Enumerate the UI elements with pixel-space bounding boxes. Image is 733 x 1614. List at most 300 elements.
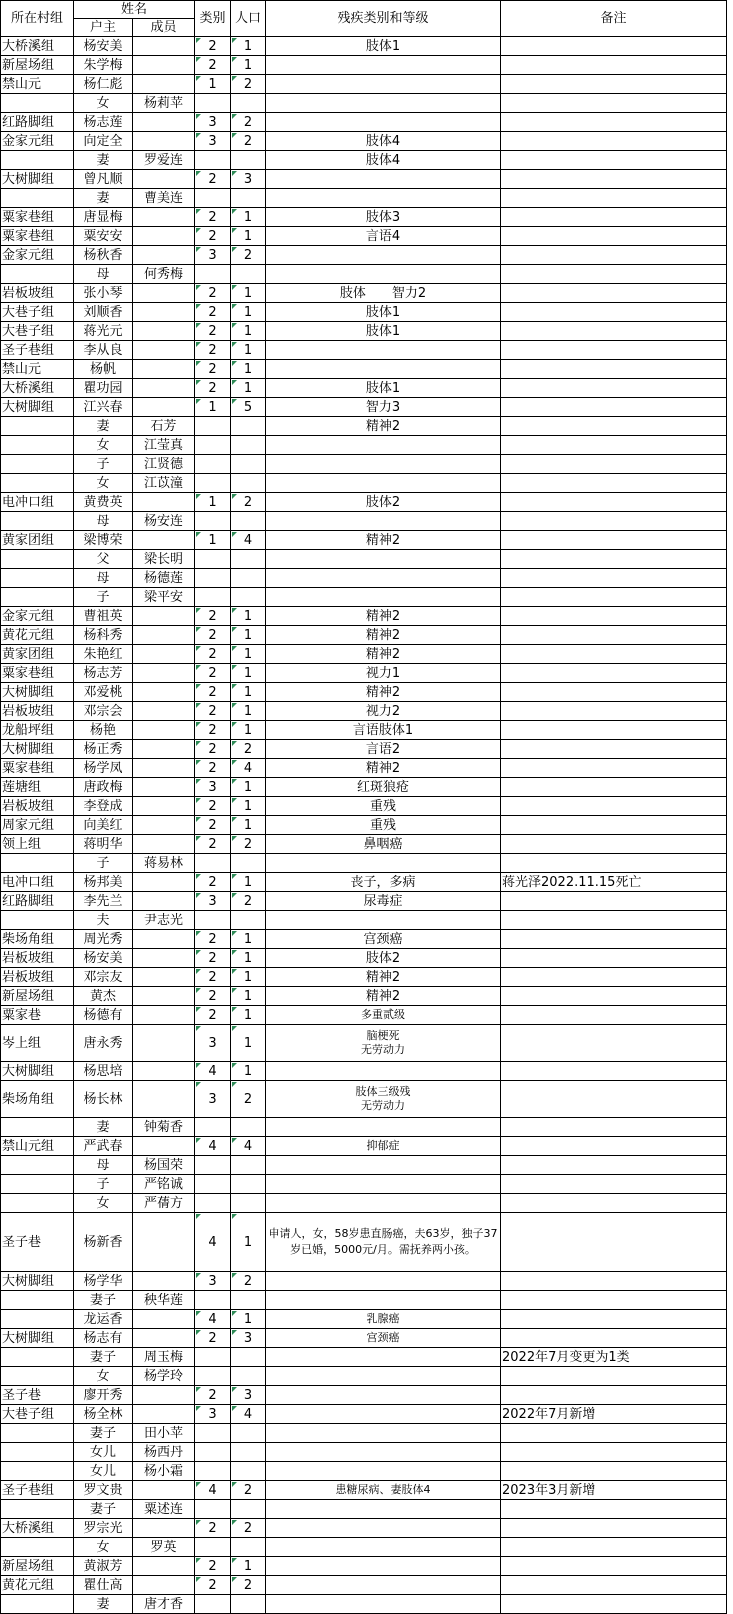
remark-cell <box>501 132 727 151</box>
head-cell: 妻 <box>74 151 133 170</box>
village-cell <box>1 1194 74 1213</box>
village-cell: 岑上组 <box>1 1025 74 1062</box>
type-cell <box>195 1175 231 1194</box>
head-cell: 黄淑芳 <box>74 1557 133 1576</box>
head-cell: 唐政梅 <box>74 778 133 797</box>
disability-cell <box>266 854 501 873</box>
member-cell <box>133 1405 195 1424</box>
population-cell: 2 <box>231 113 266 132</box>
population-cell <box>231 588 266 607</box>
table-row <box>1 531 727 550</box>
population-cell <box>231 189 266 208</box>
village-cell: 大巷子组 <box>1 1405 74 1424</box>
table-row <box>1 740 727 759</box>
table-row <box>1 1329 727 1348</box>
table-row <box>1 56 727 75</box>
remark-cell <box>501 75 727 94</box>
remark-cell <box>501 56 727 75</box>
remark-cell <box>501 683 727 702</box>
member-cell <box>133 607 195 626</box>
type-cell: 2 <box>195 645 231 664</box>
disability-cell <box>266 1576 501 1595</box>
type-cell: 2 <box>195 702 231 721</box>
population-cell: 1 <box>231 322 266 341</box>
village-cell: 黄花元组 <box>1 626 74 645</box>
village-cell: 电冲口组 <box>1 493 74 512</box>
head-cell: 唐永秀 <box>74 1025 133 1062</box>
head-cell: 张小琴 <box>74 284 133 303</box>
village-cell: 大树脚组 <box>1 1329 74 1348</box>
village-cell: 新屋场组 <box>1 987 74 1006</box>
village-cell: 粟家巷组 <box>1 664 74 683</box>
village-cell: 柴场角组 <box>1 1081 74 1118</box>
village-cell: 圣子巷 <box>1 1386 74 1405</box>
village-cell: 红路脚组 <box>1 892 74 911</box>
disability-cell <box>266 265 501 284</box>
table-row <box>1 702 727 721</box>
village-cell <box>1 1175 74 1194</box>
table-row <box>1 1595 727 1614</box>
population-cell: 1 <box>231 702 266 721</box>
remark-cell <box>501 645 727 664</box>
header-type: 类别 <box>195 1 231 37</box>
village-cell <box>1 569 74 588</box>
disability-cell <box>266 1595 501 1614</box>
disability-cell: 肢体1 <box>266 37 501 56</box>
disability-cell <box>266 1291 501 1310</box>
remark-cell <box>501 455 727 474</box>
head-cell: 杨安美 <box>74 949 133 968</box>
population-cell: 1 <box>231 1062 266 1081</box>
member-cell <box>133 246 195 265</box>
remark-cell <box>501 151 727 170</box>
disability-cell: 精神2 <box>266 607 501 626</box>
member-cell <box>133 645 195 664</box>
table-row <box>1 949 727 968</box>
table-row <box>1 265 727 284</box>
village-cell <box>1 588 74 607</box>
disability-cell <box>266 1386 501 1405</box>
type-cell <box>195 417 231 436</box>
table-row <box>1 987 727 1006</box>
village-cell: 红路脚组 <box>1 113 74 132</box>
member-cell: 杨小霜 <box>133 1462 195 1481</box>
head-cell: 黄费英 <box>74 493 133 512</box>
disability-cell: 肢体三级残 无劳动力 <box>266 1081 501 1118</box>
head-cell: 女 <box>74 94 133 113</box>
village-cell: 大树脚组 <box>1 398 74 417</box>
table-row <box>1 1519 727 1538</box>
member-cell <box>133 778 195 797</box>
remark-cell <box>501 626 727 645</box>
population-cell: 1 <box>231 208 266 227</box>
population-cell: 1 <box>231 626 266 645</box>
disability-cell: 肢体4 <box>266 132 501 151</box>
remark-cell <box>501 246 727 265</box>
type-cell: 2 <box>195 1006 231 1025</box>
type-cell: 2 <box>195 37 231 56</box>
disability-cell: 言语4 <box>266 227 501 246</box>
village-cell: 新屋场组 <box>1 56 74 75</box>
head-cell: 李登成 <box>74 797 133 816</box>
disability-cell <box>266 113 501 132</box>
remark-cell <box>501 1194 727 1213</box>
head-cell: 夫 <box>74 911 133 930</box>
member-cell <box>133 1137 195 1156</box>
village-cell: 圣子巷组 <box>1 1481 74 1500</box>
disability-cell <box>266 1272 501 1291</box>
remark-cell: 2022年7月新增 <box>501 1405 727 1424</box>
table-row <box>1 569 727 588</box>
population-cell: 3 <box>231 1329 266 1348</box>
type-cell: 4 <box>195 1137 231 1156</box>
member-cell <box>133 284 195 303</box>
population-cell <box>231 911 266 930</box>
disability-cell: 精神2 <box>266 626 501 645</box>
disability-cell <box>266 1424 501 1443</box>
member-cell <box>133 1329 195 1348</box>
type-cell <box>195 550 231 569</box>
member-cell <box>133 227 195 246</box>
member-cell <box>133 1006 195 1025</box>
remark-cell <box>501 911 727 930</box>
disability-cell: 肢体1 <box>266 322 501 341</box>
population-cell: 1 <box>231 1006 266 1025</box>
member-cell <box>133 702 195 721</box>
disability-cell <box>266 911 501 930</box>
disability-cell: 智力3 <box>266 398 501 417</box>
head-cell: 母 <box>74 569 133 588</box>
village-cell: 黄花元组 <box>1 1576 74 1595</box>
disability-cell: 肢体2 <box>266 493 501 512</box>
population-cell: 1 <box>231 379 266 398</box>
disability-cell: 精神2 <box>266 987 501 1006</box>
remark-cell <box>501 987 727 1006</box>
type-cell: 2 <box>195 56 231 75</box>
head-cell: 女 <box>74 436 133 455</box>
remark-cell <box>501 1519 727 1538</box>
type-cell <box>195 1348 231 1367</box>
type-cell <box>195 265 231 284</box>
remark-cell <box>501 1595 727 1614</box>
remark-cell <box>501 664 727 683</box>
village-cell: 黄家团组 <box>1 645 74 664</box>
table-row <box>1 170 727 189</box>
disability-cell: 精神2 <box>266 417 501 436</box>
remark-cell <box>501 322 727 341</box>
village-cell: 领上组 <box>1 835 74 854</box>
member-cell <box>133 683 195 702</box>
village-cell: 大树脚组 <box>1 1272 74 1291</box>
remark-cell <box>501 303 727 322</box>
population-cell: 1 <box>231 37 266 56</box>
member-cell: 江苡潼 <box>133 474 195 493</box>
village-cell: 岩板坡组 <box>1 702 74 721</box>
head-cell: 向定全 <box>74 132 133 151</box>
population-cell <box>231 1118 266 1137</box>
table-row <box>1 189 727 208</box>
member-cell: 杨西丹 <box>133 1443 195 1462</box>
member-cell <box>133 873 195 892</box>
disability-cell: 肢体3 <box>266 208 501 227</box>
table-row <box>1 303 727 322</box>
table-row <box>1 132 727 151</box>
population-cell: 1 <box>231 930 266 949</box>
disability-cell <box>266 1519 501 1538</box>
population-cell <box>231 550 266 569</box>
type-cell: 2 <box>195 360 231 379</box>
head-cell: 瞿功园 <box>74 379 133 398</box>
village-cell: 大树脚组 <box>1 740 74 759</box>
member-cell <box>133 1386 195 1405</box>
village-cell: 粟家巷组 <box>1 208 74 227</box>
village-cell <box>1 512 74 531</box>
table-row <box>1 835 727 854</box>
member-cell <box>133 987 195 1006</box>
head-cell: 杨秋香 <box>74 246 133 265</box>
population-cell <box>231 455 266 474</box>
table-row <box>1 892 727 911</box>
type-cell: 3 <box>195 246 231 265</box>
village-cell: 岩板坡组 <box>1 949 74 968</box>
header-member: 成员 <box>133 19 195 37</box>
disability-cell <box>266 1500 501 1519</box>
remark-cell <box>501 1213 727 1272</box>
disability-cell <box>266 1557 501 1576</box>
remark-cell <box>501 1062 727 1081</box>
table-row <box>1 664 727 683</box>
population-cell: 1 <box>231 227 266 246</box>
member-cell <box>133 1081 195 1118</box>
table-row <box>1 588 727 607</box>
member-cell <box>133 1062 195 1081</box>
village-cell <box>1 1595 74 1614</box>
table-row <box>1 512 727 531</box>
type-cell <box>195 1500 231 1519</box>
disability-cell <box>266 1538 501 1557</box>
remark-cell <box>501 113 727 132</box>
remark-cell <box>501 360 727 379</box>
population-cell: 2 <box>231 1481 266 1500</box>
head-cell: 妻 <box>74 189 133 208</box>
population-cell: 2 <box>231 493 266 512</box>
header-disability: 残疾类别和等级 <box>266 1 501 37</box>
population-cell: 4 <box>231 759 266 778</box>
village-cell <box>1 1118 74 1137</box>
remark-cell <box>501 1156 727 1175</box>
head-cell: 邓宗会 <box>74 702 133 721</box>
remark-cell <box>501 94 727 113</box>
remark-cell <box>501 1272 727 1291</box>
remark-cell <box>501 1006 727 1025</box>
remark-cell <box>501 892 727 911</box>
population-cell: 1 <box>231 56 266 75</box>
disability-cell <box>266 170 501 189</box>
table-row <box>1 1137 727 1156</box>
disability-cell: 丧子，多病 <box>266 873 501 892</box>
type-cell <box>195 569 231 588</box>
disability-cell: 红斑狼疮 <box>266 778 501 797</box>
head-cell: 龙运香 <box>74 1310 133 1329</box>
village-cell: 粟家巷 <box>1 1006 74 1025</box>
member-cell <box>133 1025 195 1062</box>
head-cell: 杨艳 <box>74 721 133 740</box>
remark-cell <box>501 1367 727 1386</box>
village-cell: 柴场角组 <box>1 930 74 949</box>
remark-cell <box>501 265 727 284</box>
disability-cell <box>266 1194 501 1213</box>
population-cell: 1 <box>231 1557 266 1576</box>
disability-cell <box>266 1118 501 1137</box>
head-cell: 父 <box>74 550 133 569</box>
head-cell: 邓爱桃 <box>74 683 133 702</box>
remark-cell <box>501 436 727 455</box>
remark-cell <box>501 189 727 208</box>
disability-cell <box>266 56 501 75</box>
type-cell: 2 <box>195 740 231 759</box>
member-cell <box>133 721 195 740</box>
table-row <box>1 816 727 835</box>
member-cell <box>133 75 195 94</box>
village-cell: 禁山元 <box>1 75 74 94</box>
disability-cell: 患糖尿病、妻肢体4 <box>266 1481 501 1500</box>
member-cell: 田小苹 <box>133 1424 195 1443</box>
population-cell <box>231 417 266 436</box>
village-cell: 圣子巷组 <box>1 341 74 360</box>
population-cell: 2 <box>231 1576 266 1595</box>
disability-cell <box>266 360 501 379</box>
type-cell <box>195 1462 231 1481</box>
population-cell: 1 <box>231 797 266 816</box>
member-cell <box>133 797 195 816</box>
population-cell: 1 <box>231 284 266 303</box>
remark-cell <box>501 835 727 854</box>
head-cell: 曾凡顺 <box>74 170 133 189</box>
member-cell <box>133 170 195 189</box>
type-cell: 2 <box>195 626 231 645</box>
head-cell: 杨全林 <box>74 1405 133 1424</box>
population-cell: 2 <box>231 892 266 911</box>
type-cell <box>195 854 231 873</box>
head-cell: 梁博荣 <box>74 531 133 550</box>
population-cell: 2 <box>231 740 266 759</box>
village-cell <box>1 94 74 113</box>
disability-cell: 肢体1 <box>266 303 501 322</box>
member-cell <box>133 56 195 75</box>
member-cell <box>133 379 195 398</box>
disability-cell <box>266 1443 501 1462</box>
remark-cell <box>501 1329 727 1348</box>
head-cell: 母 <box>74 265 133 284</box>
population-cell <box>231 1443 266 1462</box>
population-cell <box>231 1595 266 1614</box>
table-row <box>1 1213 727 1272</box>
type-cell: 2 <box>195 759 231 778</box>
head-cell: 杨长林 <box>74 1081 133 1118</box>
village-cell <box>1 265 74 284</box>
remark-cell <box>501 208 727 227</box>
remark-cell <box>501 379 727 398</box>
disability-cell: 精神2 <box>266 645 501 664</box>
head-cell: 杨新香 <box>74 1213 133 1272</box>
type-cell: 2 <box>195 968 231 987</box>
remark-cell <box>501 531 727 550</box>
member-cell: 秧华莲 <box>133 1291 195 1310</box>
village-cell <box>1 1462 74 1481</box>
type-cell <box>195 1443 231 1462</box>
table-row <box>1 1424 727 1443</box>
table-row <box>1 911 727 930</box>
village-cell <box>1 189 74 208</box>
village-cell <box>1 151 74 170</box>
member-cell <box>133 949 195 968</box>
population-cell: 1 <box>231 873 266 892</box>
table-row <box>1 778 727 797</box>
type-cell: 2 <box>195 607 231 626</box>
remark-cell <box>501 474 727 493</box>
table-row <box>1 208 727 227</box>
header-name: 姓名 <box>74 1 195 19</box>
population-cell <box>231 94 266 113</box>
table-row <box>1 930 727 949</box>
type-cell: 2 <box>195 683 231 702</box>
member-cell: 罗英 <box>133 1538 195 1557</box>
table-row <box>1 854 727 873</box>
table-row <box>1 1500 727 1519</box>
village-cell: 莲塘组 <box>1 778 74 797</box>
member-cell: 何秀梅 <box>133 265 195 284</box>
village-cell: 周家元组 <box>1 816 74 835</box>
remark-cell <box>501 854 727 873</box>
population-cell: 2 <box>231 1519 266 1538</box>
disability-cell <box>266 94 501 113</box>
member-cell <box>133 1576 195 1595</box>
disability-cell: 肢体4 <box>266 151 501 170</box>
population-cell: 1 <box>231 987 266 1006</box>
type-cell: 3 <box>195 778 231 797</box>
remark-cell <box>501 721 727 740</box>
type-cell <box>195 94 231 113</box>
head-cell: 黄杰 <box>74 987 133 1006</box>
population-cell: 1 <box>231 1310 266 1329</box>
head-cell: 杨志有 <box>74 1329 133 1348</box>
member-cell <box>133 1481 195 1500</box>
type-cell: 4 <box>195 1062 231 1081</box>
type-cell <box>195 151 231 170</box>
remark-cell <box>501 797 727 816</box>
population-cell: 1 <box>231 721 266 740</box>
table-row <box>1 151 727 170</box>
village-cell <box>1 550 74 569</box>
village-cell: 金家元组 <box>1 607 74 626</box>
table-body <box>1 37 727 1614</box>
type-cell: 2 <box>195 284 231 303</box>
member-cell <box>133 493 195 512</box>
member-cell <box>133 1272 195 1291</box>
member-cell <box>133 892 195 911</box>
village-cell <box>1 455 74 474</box>
population-cell <box>231 436 266 455</box>
head-cell: 朱艳红 <box>74 645 133 664</box>
remark-cell <box>501 588 727 607</box>
table-row <box>1 1481 727 1500</box>
population-cell: 3 <box>231 1386 266 1405</box>
type-cell: 2 <box>195 1329 231 1348</box>
disability-cell: 宫颈癌 <box>266 1329 501 1348</box>
village-cell: 电冲口组 <box>1 873 74 892</box>
member-cell: 杨德莲 <box>133 569 195 588</box>
remark-cell <box>501 37 727 56</box>
